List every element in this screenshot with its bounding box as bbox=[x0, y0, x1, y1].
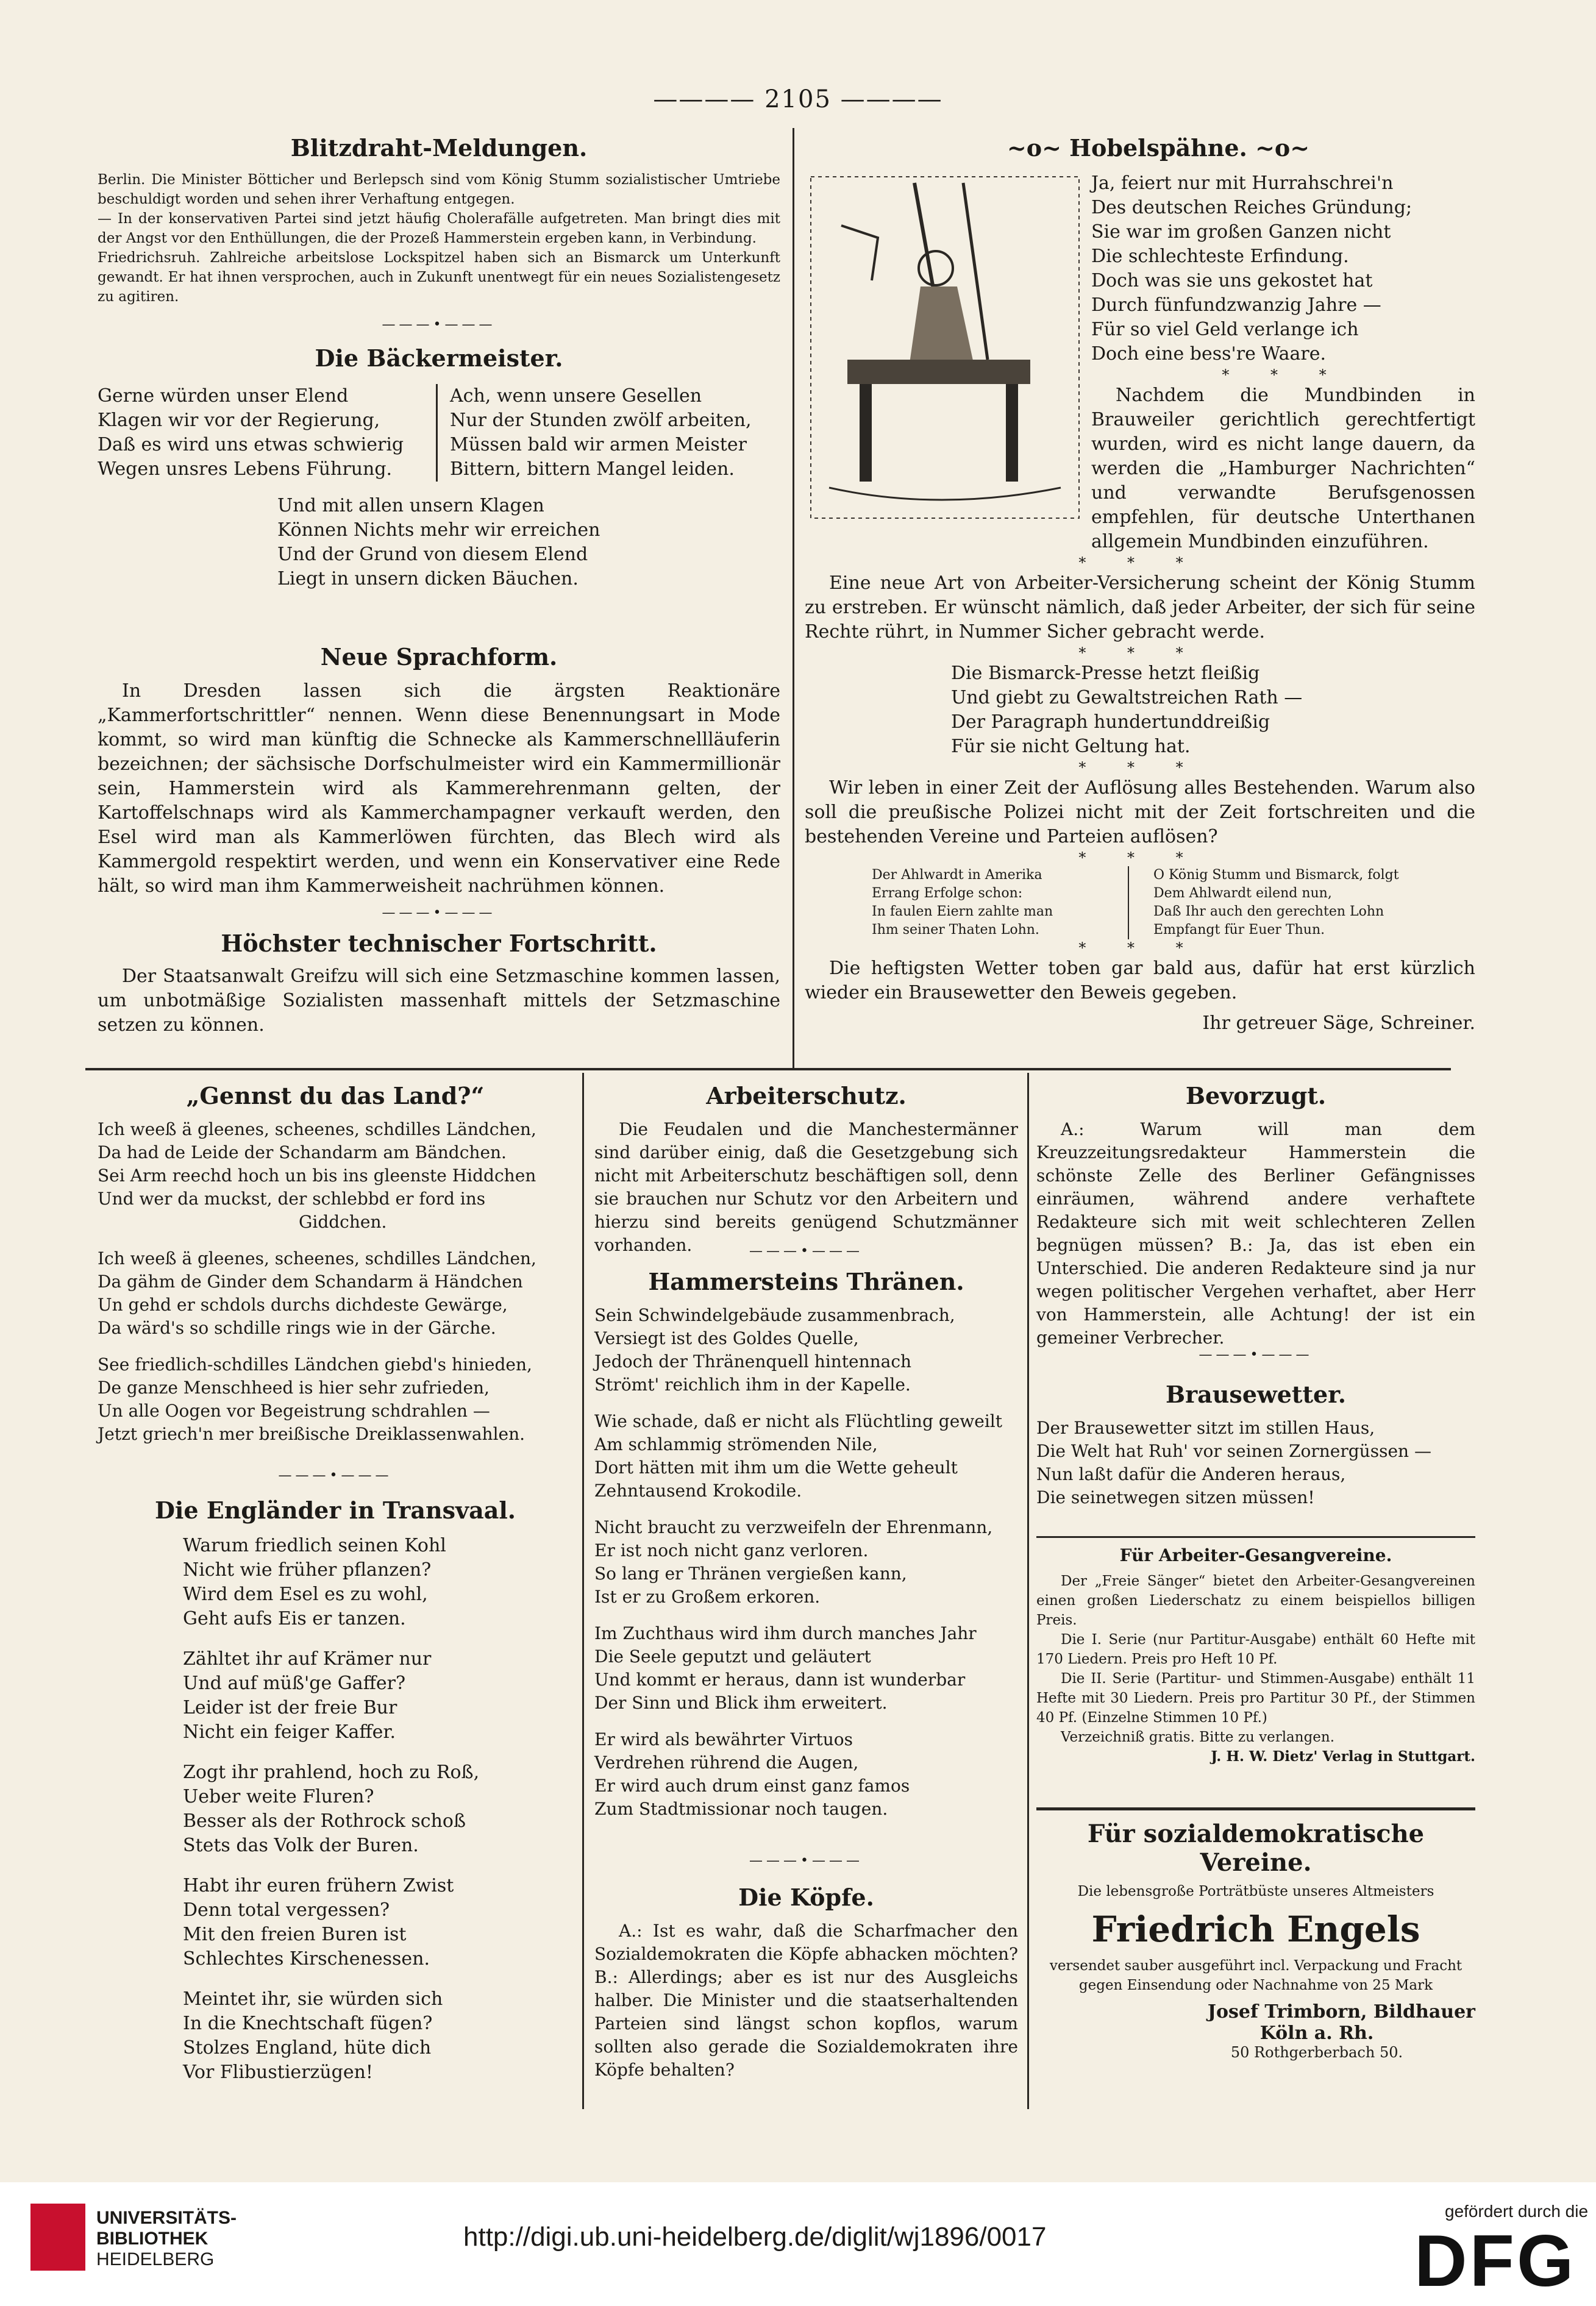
headline: Neue Sprachform. bbox=[320, 643, 558, 671]
stanza: See friedlich-schdilles Ländchen giebd's hinieden, De ganze Menschheed is hier sehr zufrieden, Un alle Oogen vor Begeistrung schdrahlen — Jetzt griech'n mer breißische Dreiklassenwahlen. bbox=[98, 1354, 532, 1444]
signature: Ihr getreuer Säge, Schreiner. bbox=[1202, 1012, 1475, 1034]
paragraph: In Dresden lassen sich die ärgsten Reaktionäre „Kammerfortschrittler“ nennen. Wenn diese Benennungsart in Mode kommt, so wird man künftig die Schnecke als Kammerschnellläuferin bezeichnen; der sächsische Dorfschulmeister wird ein Kammermillionär sein, Hammerstein wird als Kammerehrenmann gelten, der Kartoffelschnaps wird als Kammerchampagner verkauft werden, den Esel wird man als Kammerlöwen fürchten, das Blech wird als Kammergold respektirt werden, und wenn ein Konservativer eine Rede hält, so wird man ihm Kammerweisheit nachrühmen können. bbox=[98, 680, 780, 897]
ad-city: Köln a. Rh. bbox=[1259, 2023, 1374, 2044]
verse-end: Und mit allen unsern Klagen Können Nichts mehr wir erreichen Und der Grund von diesem Elend Liegt in unsern dicken Bäuchen. bbox=[277, 495, 600, 589]
asterisks: * * * bbox=[1078, 644, 1202, 661]
carpenter-illustration bbox=[805, 171, 1085, 524]
asterisks: * * * bbox=[1078, 849, 1202, 866]
verse: Die Bismarck-Presse hetzt fleißig Und giebt zu Gewaltstreichen Rath — Der Paragraph hundertunddreißig Für sie nicht Geltung hat. bbox=[951, 663, 1303, 757]
stanza: Zähltet ihr auf Krämer nur Und auf müß'ge Gaffer? Leider ist der freie Bur Nicht ein feiger Kaffer. bbox=[183, 1648, 432, 1743]
headline: Brausewetter. bbox=[1166, 1381, 1346, 1408]
headline: Bevorzugt. bbox=[1185, 1082, 1327, 1109]
asterisks: * * * bbox=[1078, 759, 1202, 776]
verse: Der Brausewetter sitzt im stillen Haus, Die Welt hat Ruh' vor seinen Zornergüssen — Nun laßt dafür die Anderen heraus, Die seinetwegen sitzen müssen! bbox=[1036, 1418, 1431, 1507]
source-url[interactable]: http://digi.ub.uni-heidelberg.de/diglit/wj1896/0017 bbox=[463, 2222, 1047, 2252]
stanza: Wie schade, daß er nicht als Flüchtling geweilt Am schlammig strömenden Nile, Dort hätten mit ihm um die Wette geheult Zehntausend Krokodile. bbox=[594, 1411, 1002, 1501]
ad-subtitle: Die lebensgroße Porträtbüste unseres Altmeisters bbox=[1077, 1884, 1434, 1899]
headline: Arbeiterschutz. bbox=[706, 1082, 907, 1109]
verse: Ja, feiert nur mit Hurrahschrei'n Des deutschen Reiches Gründung; Sie war im großen Ganzen nicht Die schlechteste Erfindung. Doch was sie uns gekostet hat Durch fünfundzwanzig Jahre — Für so viel Geld verlange ich Doch eine bess're Waare. bbox=[1091, 173, 1413, 365]
headline: Hammersteins Thränen. bbox=[648, 1268, 964, 1295]
column-rule bbox=[1027, 1073, 1029, 2109]
divider bbox=[1036, 1536, 1475, 1538]
paragraph: Berlin. Die Minister Bötticher und Berlepsch sind vom König Stumm sozialistischer Umtriebe beschuldigt worden und sehen ihrer Verhaftung entgegen. bbox=[98, 172, 780, 207]
ad-publisher: J. H. W. Dietz' Verlag in Stuttgart. bbox=[1211, 1748, 1475, 1765]
stanza: Meintet ihr, sie würden sich In die Knechtschaft fügen? Stolzes England, hüte dich Vor Flibustierzügen! bbox=[183, 1988, 443, 2083]
column-rule bbox=[582, 1073, 584, 2109]
stanza: Nicht braucht zu verzweifeln der Ehrenmann, Er ist noch nicht ganz verloren. So lang er Thränen vergießen kann, Ist er zu Großem erkoren. bbox=[594, 1517, 993, 1607]
stanza: Habt ihr euren frühern Zwist Denn total vergessen? Mit den freien Buren ist Schlechtes Kirschenessen. bbox=[183, 1875, 454, 1970]
paragraph: — In der konservativen Partei sind jetzt häufig Cholerafälle aufgetreten. Man bringt dies mit der Angst vor den Enthüllungen, die der Prozeß Hammerstein ergeben kann, in Verbindung. bbox=[98, 211, 780, 246]
funded-by: gefördert durch die bbox=[1445, 2202, 1589, 2221]
divider bbox=[85, 1068, 1451, 1070]
paragraph: Der Staatsanwalt Greifzu will sich eine Setzmaschine kommen lassen, um unbotmäßige Sozialisten massenhaft mittels der Setzmaschine setzen zu können. bbox=[98, 966, 780, 1036]
headline: Die Köpfe. bbox=[738, 1884, 874, 1911]
headline: Die Engländer in Transvaal. bbox=[154, 1496, 516, 1524]
article-bevorzugt bbox=[1036, 1082, 1475, 1350]
article-hammersteins-thraenen bbox=[594, 1268, 1018, 1821]
article-baeckermeister bbox=[98, 344, 780, 591]
ad-friedrich-engels bbox=[1036, 1820, 1475, 2061]
asterisks: * * * bbox=[1078, 939, 1202, 956]
separator: ———•——— bbox=[749, 1853, 863, 1868]
ad-text: Der „Freie Sänger“ bietet den Arbeiter-Gesangvereinen einen großen Liederschatz zu einem beispiellos billigen Preis. bbox=[1036, 1573, 1475, 1628]
article-hobelspaehne bbox=[805, 134, 1475, 1036]
paragraph: Wir leben in einer Zeit der Auflösung alles Bestehenden. Warum also soll die preußische Polizei nicht mit der Zeit fortschreiten und die bestehenden Vereine und Parteien auflösen? bbox=[805, 777, 1475, 847]
column-rule bbox=[793, 128, 794, 1068]
verse-right: Ach, wenn unsere Gesellen Nur der Stunden zwölf arbeiten, Müssen bald wir armen Meister Bittern, bittern Mangel leiden. bbox=[450, 385, 752, 480]
paragraph: Nachdem die Mundbinden in Brauweiler gerichtlich gerechtfertigt wurden, wird es nicht lange dauern, da werden die „Hamburger Nachrichten“ und verwandte Berufsgenossen empfehlen, für deutsche Unterthanen allgemein Mundbinden einzuführen. bbox=[1091, 385, 1475, 552]
small-verse-left: Der Ahlwardt in Amerika Errang Erfolge schon: In faulen Eiern zahlte man Ihm seiner Thaten Lohn. bbox=[872, 866, 1129, 939]
separator: ———•——— bbox=[382, 317, 496, 332]
headline: Blitzdraht-Meldungen. bbox=[290, 134, 588, 162]
article-die-koepfe bbox=[594, 1884, 1018, 2082]
separator: ———•——— bbox=[749, 1244, 863, 1259]
stanza: Ich weeß ä gleenes, scheenes, schdilles Ländchen, Da had de Leide der Schandarm am Bändchen. Sei Arm reechd hoch un bis ins gleenste Hiddchen Und wer da muckst, der schlebbd er ford ins Giddchen. bbox=[98, 1119, 536, 1232]
separator: ———•——— bbox=[382, 905, 496, 920]
article-brausewetter bbox=[1036, 1381, 1475, 1509]
asterisks: * * * bbox=[1222, 366, 1345, 383]
university-seal-icon bbox=[30, 2204, 85, 2271]
ad-title: Für sozialdemokratische Vereine. bbox=[1087, 1820, 1425, 1877]
ad-text: Die I. Serie (nur Partitur-Ausgabe) enthält 60 Hefte mit 170 Liedern. Preis pro Heft 10 Pf. bbox=[1036, 1632, 1475, 1667]
article-sprachform bbox=[98, 643, 780, 899]
stanza: Im Zuchthaus wird ihm durch manches Jahr Die Seele geputzt und geläutert Und kommt er heraus, dann ist wunderbar Der Sinn und Blick ihm erweitert. bbox=[594, 1623, 977, 1713]
ad-text: Verzeichniß gratis. Bitte zu verlangen. bbox=[1061, 1729, 1335, 1745]
headline: Die Bäckermeister. bbox=[315, 344, 563, 372]
paragraph: A.: Warum will man dem Kreuzzeitungsredakteur Hammerstein die schönste Zelle des Berliner Gefängnisses einräumen, während andere verhaftete Redakteure sich mit weit schlechteren Zellen begnügen müssen? B.: Ja, das ist eben ein Unterschied. Die anderen Redakteure sind ja nur wegen politischer Vergehen verhaftet, aber Herr von Hammerstein, alle Achtung! der ist ein gemeiner Verbrecher. bbox=[1036, 1119, 1475, 1348]
stanza: Zogt ihr prahlend, hoch zu Roß, Ueber weite Fluren? Besser als der Rothrock schoß Stets das Volk der Buren. bbox=[183, 1762, 480, 1856]
paragraph: Die heftigsten Wetter toben gar bald aus, dafür hat erst kürzlich wieder ein Brausewetter den Beweis gegeben. bbox=[805, 958, 1475, 1003]
article-englaender-transvaal bbox=[98, 1496, 573, 2085]
separator: ———•——— bbox=[1199, 1347, 1313, 1362]
headline: „Gennst du das Land?“ bbox=[186, 1082, 485, 1109]
stanza: Er wird als bewährter Virtuos Verdrehen rührend die Augen, Er wird auch drum einst ganz famos Zum Stadtmissionar noch taugen. bbox=[594, 1729, 910, 1819]
ad-title: Für Arbeiter-Gesangvereine. bbox=[1119, 1545, 1392, 1565]
article-gennst-du-das-land bbox=[98, 1082, 573, 1446]
small-verse-right: O König Stumm und Bismarck, folgt Dem Ahlwardt eilend nun, Daß Ihr auch den gerechten Lohn Empfangt für Euer Thun. bbox=[1153, 867, 1399, 938]
dfg-logo: DFG bbox=[1414, 2220, 1576, 2302]
stanza: Ich weeß ä gleenes, scheenes, schdilles Ländchen, Da gähm de Ginder dem Schandarm ä Händchen Un gehd er schdols durchs dichdeste Gewärge, Da wärd's so schdille rings wie in der Gärche. bbox=[98, 1248, 536, 1338]
separator: ———•——— bbox=[278, 1468, 393, 1483]
page-number: ———— 2105 ———— bbox=[653, 85, 943, 113]
ad-text: versendet sauber ausgeführt incl. Verpackung und Fracht gegen Einsendung oder Nachnahme von 25 Mark bbox=[1049, 1958, 1462, 1993]
headline: Höchster technischer Fortschritt. bbox=[221, 930, 657, 957]
article-fortschritt bbox=[98, 930, 780, 1037]
paragraph: Friedrichsruh. Zahlreiche arbeitslose Lockspitzel haben sich an Bismarck um Unterkunft gewandt. Er hat ihnen versprochen, auch in Zukunft unentwegt für ein neues Sozialistengesetz zu agitiren. bbox=[98, 250, 780, 305]
stanza: Sein Schwindelgebäude zusammenbrach, Versiegt ist des Goldes Quelle, Jedoch der Thränenquell hintennach Strömt' reichlich ihm in der Kapelle. bbox=[594, 1305, 955, 1395]
article-blitzdraht bbox=[98, 134, 780, 307]
ad-name: Friedrich Engels bbox=[1091, 1909, 1420, 1950]
paragraph: A.: Ist es wahr, daß die Scharfmacher den Sozialdemokraten die Köpfe abhacken möchten? B.: Allerdings; aber es ist nur des Ausgleichs halber. Die Minister und die staatserhaltenden Parteien sind längst schon kopflos, warum sollten also gerade die Sozialdemokraten ihre Köpfe behalten? bbox=[594, 1921, 1018, 2080]
divider bbox=[1036, 1807, 1475, 1810]
paragraph: Eine neue Art von Arbeiter-Versicherung scheint der König Stumm zu erstreben. Er wünscht nämlich, daß jeder Arbeiter, der sich für seine Rechte rührt, in Nummer Sicher gebracht werde. bbox=[805, 572, 1475, 642]
article-arbeiterschutz bbox=[594, 1082, 1018, 1257]
ad-text: Die II. Serie (Partitur- und Stimmen-Ausgabe) enthält 11 Hefte mit 30 Liedern. Preis pro Partitur 30 Pf., der Stimmen 40 Pf. (Einzelne Stimmen 10 Pf.) bbox=[1036, 1671, 1475, 1726]
verse-left: Gerne würden unser Elend Klagen wir vor der Regierung, Daß es wird uns etwas schwierig Wegen unsres Lebens Führung. bbox=[98, 384, 438, 482]
headline: ~o~ Hobelspähne. ~o~ bbox=[1006, 134, 1310, 162]
ad-sender: Josef Trimborn, Bildhauer bbox=[1207, 2001, 1475, 2023]
stanza: Warum friedlich seinen Kohl Nicht wie früher pflanzen? Wird dem Esel es zu wohl, Geht aufs Eis er tanzen. bbox=[183, 1535, 446, 1629]
ad-arbeiter-gesangvereine bbox=[1036, 1545, 1475, 1767]
asterisks: * * * bbox=[1078, 554, 1202, 571]
library-name: UNIVERSITÄTS- BIBLIOTHEK HEIDELBERG bbox=[96, 2208, 237, 2269]
ad-address: 50 Rothgerberbach 50. bbox=[1230, 2044, 1403, 2061]
paragraph: Die Feudalen und die Manchestermänner sind darüber einig, daß die Gesetzgebung sich nicht mit Arbeiterschutz beschäftigen soll, denn sie brauchen nur Schutz vor den Arbeitern und hierzu sind bereits genügend Schutzmänner vorhanden. bbox=[594, 1119, 1018, 1255]
